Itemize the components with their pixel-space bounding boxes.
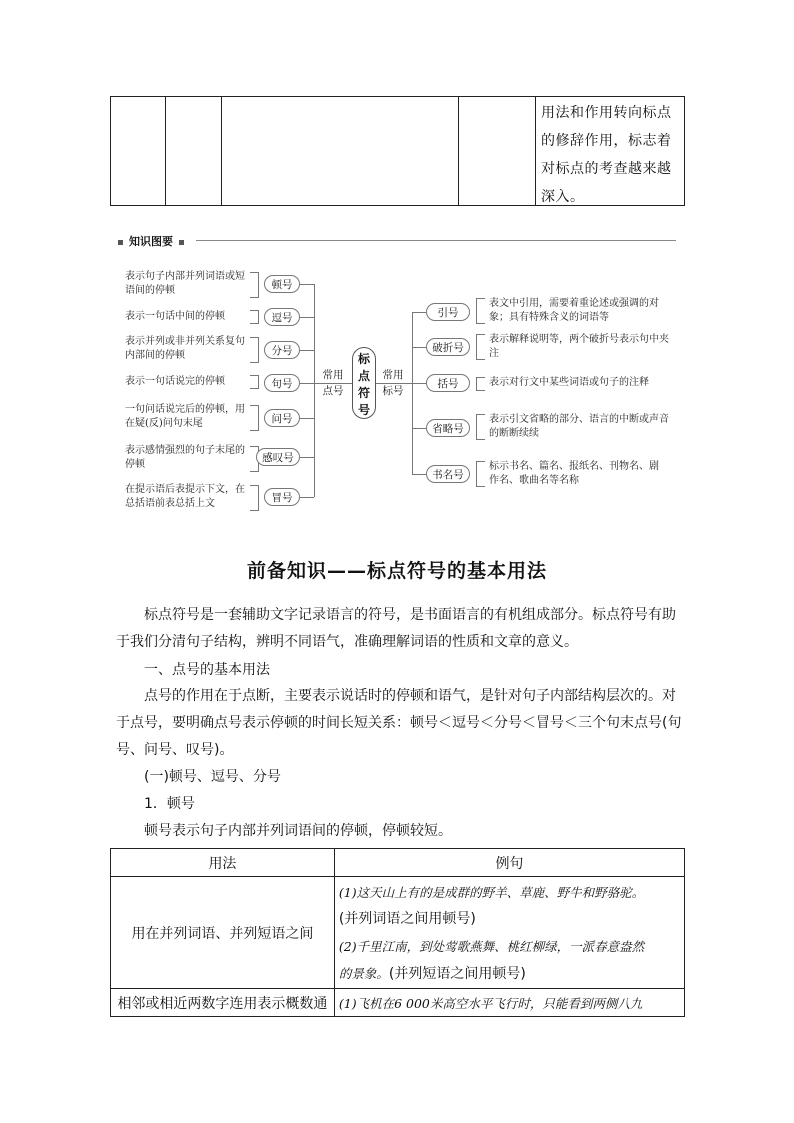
top-table-fragment (110, 96, 685, 206)
node-douhao: 逗号 (264, 308, 300, 326)
table-divider (165, 97, 166, 205)
table-header-cell: 用法 (111, 849, 335, 877)
section-header (118, 233, 190, 249)
mindmap-desc: 表示一句话中间的停顿 (125, 311, 225, 322)
mindmap-desc: 表文中引用，需要着重论述或强调的对象；具有特殊含义的词语等 (489, 298, 659, 323)
node-kuohao: 括号 (426, 374, 470, 392)
connector (300, 383, 314, 384)
mindmap-desc: 在提示语后表提示下文，在总括语前表总括上文 (125, 484, 245, 509)
intro-paragraph: 标点符号是一套辅助文字记录语言的符号，是书面语言的有机组成部分。标点符号有助于我们分清句子结构，辨明不同语气，准确理解词语的性质和文章的意义。 (116, 607, 676, 650)
example-note: (并列短语之间用顿号) (388, 966, 526, 982)
table-cell-text: 用法和作用转向标点的修辞作用，标志着对标点的考查越来越深入。 (541, 105, 672, 205)
connector (412, 383, 426, 384)
example-sentence: 的景象。 (338, 966, 389, 981)
table-header-row (111, 849, 685, 877)
connector (412, 347, 426, 348)
paragraph-2: 顿号表示句子内部并列词语间的停顿，停顿较短。 (144, 823, 452, 839)
usage-cell: 用在并列词语、并列短语之间 (111, 877, 335, 989)
usage-cell: 相邻或相近两数字连用表示概数通 (111, 989, 335, 1017)
usage-table (110, 848, 685, 1017)
mindmap-desc: 表示引文省略的部分、语言的中断或声音的断断续续 (489, 414, 669, 439)
connector (300, 317, 314, 318)
connector (376, 383, 412, 384)
node-dunhao: 顿号 (264, 275, 300, 293)
connector (250, 375, 259, 389)
section-divider (196, 240, 676, 241)
connector (300, 284, 314, 285)
page-title: 前备知识——标点符号的基本用法 (246, 560, 547, 582)
connector (250, 337, 259, 363)
square-bullet-icon (179, 240, 184, 245)
node-wenhao: 问号 (264, 409, 300, 427)
node-gantanhao: 感叹号 (256, 448, 300, 466)
mindmap-desc: 表示解释说明等，两个破折号表示句中夹注 (489, 334, 669, 359)
node-pozhehao: 破折号 (426, 338, 470, 356)
node-shenglvehao: 省略号 (426, 419, 470, 437)
connector (300, 497, 314, 498)
mindmap-desc: 表示并列或非并列关系复句内部间的停顿 (125, 336, 245, 361)
connector (412, 312, 426, 313)
connector (300, 457, 314, 458)
mindmap-desc: 表示对行文中某些词语或句子的注释 (489, 377, 649, 388)
connector (250, 310, 259, 324)
connector (476, 377, 485, 391)
connector (412, 312, 413, 474)
table-divider (458, 97, 459, 205)
connector (476, 334, 485, 360)
example-note: (并列词语之间用顿号) (338, 911, 476, 927)
example-sentence: (1)飞机在6 000米高空水平飞行时，只能看到两侧八九 (338, 995, 643, 1011)
center-node-text: 标点符号 (358, 352, 371, 417)
connector (300, 350, 314, 351)
table-header-cell: 例句 (334, 849, 684, 877)
connector (412, 428, 426, 429)
center-node (352, 347, 376, 419)
heading-3: 1．顿号 (144, 796, 195, 812)
connector (412, 474, 426, 475)
heading-1: 一、点号的基本用法 (144, 662, 270, 678)
mindmap-desc: 表示感情强烈的句子末尾的停顿 (125, 445, 245, 470)
connector (476, 461, 485, 487)
connector (314, 284, 315, 497)
example-cell (334, 989, 684, 1017)
example-sentence: (2)千里江南，到处莺歌燕舞、桃红柳绿，一派春意盎然 (338, 939, 645, 954)
node-shuminghao: 书名号 (426, 465, 470, 483)
section-title: 知识图要 (129, 235, 173, 248)
connector (250, 272, 259, 298)
square-bullet-icon (118, 240, 123, 245)
left-group-label (320, 367, 346, 399)
table-row (111, 989, 685, 1017)
node-fenhao: 分号 (264, 341, 300, 359)
node-yinhao: 引号 (426, 303, 470, 321)
mindmap-desc: 表示一句话说完的停顿 (125, 376, 225, 387)
table-row (111, 877, 685, 989)
example-cell (334, 877, 684, 989)
node-maohao: 冒号 (264, 488, 300, 506)
connector (476, 298, 485, 324)
connector (300, 418, 314, 419)
connector (250, 485, 259, 511)
mindmap-desc: 表示句子内部并列词语或短语间的停顿 (125, 271, 245, 296)
right-group-label-text: 常用标号 (382, 369, 404, 397)
left-group-label-text: 常用点号 (322, 369, 344, 397)
connector (476, 414, 485, 440)
table-divider (535, 97, 536, 205)
mindmap-desc: 标示书名、篇名、报纸名、刊物名、剧作名、歌曲名等名称 (489, 461, 659, 486)
mindmap-desc: 一句问话说完后的停顿，用在疑(反)问句末尾 (125, 404, 245, 429)
heading-2: (一)顿号、逗号、分号 (144, 769, 281, 785)
paragraph-1: 点号的作用在于点断，主要表示说话时的停顿和语气，是针对句子内部结构层次的。对于点号，要明确点号表示停顿的时间长短关系：顿号＜逗号＜分号＜冒号＜三个句末点号(句号、问号、叹号)。 (116, 688, 682, 758)
example-sentence: (1)这天山上有的是成群的野羊、草鹿、野牛和野骆驼。 (338, 885, 645, 900)
connector (250, 405, 259, 431)
table-divider (221, 97, 222, 205)
node-juhao: 句号 (264, 374, 300, 392)
